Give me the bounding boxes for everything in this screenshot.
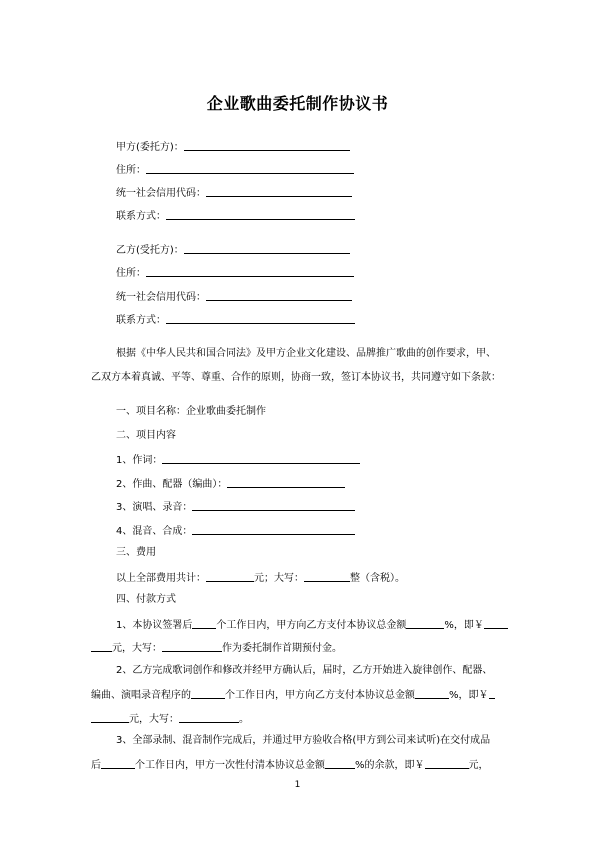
page-number: 1 (294, 780, 301, 790)
pay1-text-b: 个工作日内，甲方向乙方支付本协议总金额 (216, 620, 407, 631)
preamble-line-1: 根据《中华人民共和国合同法》及甲方企业文化建设、品牌推广歌曲的创作要求，甲、 (116, 348, 496, 359)
party-a-credit-code-field[interactable] (206, 186, 352, 197)
fee-total-label: 以上全部费用共计： (116, 573, 206, 584)
party-a-name-field[interactable] (184, 140, 350, 151)
fee-capital-label: 元；大写： (254, 573, 304, 584)
item-sing-label: 3、演唱、录音： (116, 502, 193, 513)
item-compose-label: 2、作曲、配器（编曲）： (116, 479, 228, 490)
party-b-credit-code-row (116, 290, 352, 304)
party-a-address-field[interactable] (146, 163, 354, 174)
fee-suffix: 整（含税）。 (350, 573, 405, 584)
pay2-percent-field[interactable] (415, 688, 449, 699)
party-a-contact-row (116, 209, 355, 223)
pay3-days-field[interactable] (101, 758, 135, 769)
pay2-text-b: 编曲、演唱录音程序的 (91, 690, 191, 701)
pay1-line-2 (91, 641, 342, 655)
pay1-text-a: 1、本协议签署后 (116, 620, 193, 631)
item-compose-row (116, 477, 345, 491)
pay2-text-f: 。 (239, 714, 249, 725)
pay3-text-c: 个工作日内，甲方一次性付清本协议总金额 (135, 760, 325, 771)
party-a-address-row (116, 163, 354, 177)
pay2-line-2 (91, 688, 495, 702)
document-title: 企业歌曲委托制作协议书 (206, 94, 389, 113)
pay1-amount-field-end[interactable] (91, 641, 112, 652)
party-b-credit-code-field[interactable] (206, 290, 352, 301)
pay3-text-b: 后 (91, 760, 101, 771)
pay1-days-field[interactable] (192, 618, 216, 629)
party-a-address-label: 住所： (116, 165, 146, 176)
fee-amount-field[interactable] (206, 571, 254, 582)
item-sing-field[interactable] (192, 500, 355, 511)
pay3-line-2 (91, 758, 489, 772)
pay2-amount-field-start[interactable] (489, 688, 495, 699)
party-b-name-field[interactable] (184, 243, 350, 254)
pay1-text-d: 元，大写： (112, 643, 162, 654)
pay2-days-field[interactable] (191, 688, 225, 699)
party-a-name-row (116, 140, 350, 154)
pay1-line-1 (116, 618, 508, 632)
pay2-capital-field[interactable] (179, 712, 239, 723)
party-a-contact-label: 联系方式： (116, 211, 166, 222)
pay1-text-c: %，即￥ (444, 620, 484, 631)
pay2-text-e: 元，大写： (129, 714, 179, 725)
item-mix-field[interactable] (192, 524, 355, 535)
pay2-amount-field-end[interactable] (91, 712, 129, 723)
fee-capital-field[interactable] (304, 571, 350, 582)
item-lyrics-row (116, 453, 360, 467)
item-lyrics-field[interactable] (162, 453, 360, 464)
pay3-text-e: 元， (468, 760, 489, 771)
pay2-line-3 (91, 712, 249, 726)
party-a-name-label: 甲方(委托方)： (116, 142, 184, 153)
pay3-percent-field[interactable] (325, 758, 355, 769)
preamble-line-2: 乙双方本着真诚、平等、尊重、合作的原则，协商一致，签订本协议书，共同遵守如下条款： (91, 372, 501, 383)
party-b-address-field[interactable] (146, 266, 354, 277)
fee-row (116, 571, 405, 585)
item-sing-row (116, 500, 355, 514)
section-fees: 三、费用 (116, 547, 156, 558)
pay2-text-c: 个工作日内，甲方向乙方支付本协议总金额 (225, 690, 415, 701)
party-b-address-label: 住所： (116, 268, 146, 279)
item-mix-row (116, 524, 355, 538)
party-b-contact-field[interactable] (166, 313, 355, 324)
item-mix-label: 4、混音、合成： (116, 526, 193, 537)
section-project-name: 一、项目名称：企业歌曲委托制作 (116, 406, 266, 417)
item-lyrics-label: 1、作词： (116, 455, 163, 466)
pay1-percent-field[interactable] (406, 618, 444, 629)
pay2-text-d: %，即￥ (449, 690, 489, 701)
section-project-content: 二、项目内容 (116, 430, 176, 441)
party-b-contact-label: 联系方式： (116, 315, 166, 326)
item-compose-field[interactable] (227, 477, 345, 488)
party-a-credit-code-label: 统一社会信用代码： (116, 188, 206, 199)
party-b-name-label: 乙方(受托方)： (116, 245, 184, 256)
pay1-text-e: 作为委托制作首期预付金。 (222, 643, 342, 654)
pay1-capital-field[interactable] (162, 641, 222, 652)
party-b-credit-code-label: 统一社会信用代码： (116, 292, 206, 303)
party-b-name-row (116, 243, 350, 257)
pay1-amount-field-start[interactable] (484, 618, 508, 629)
pay3-amount-field[interactable] (425, 758, 469, 769)
party-b-address-row (116, 266, 354, 280)
pay2-line-1: 2、乙方完成歌词创作和修改并经甲方确认后，届时，乙方开始进入旋律创作、配器、 (116, 665, 493, 676)
pay3-line-1: 3、全部录制、混音制作完成后，并通过甲方验收合格(甲方到公司来试听)在交付成品 (116, 735, 491, 746)
section-payment: 四、付款方式 (116, 594, 176, 605)
party-a-contact-field[interactable] (166, 209, 355, 220)
party-b-contact-row (116, 313, 355, 327)
party-a-credit-code-row (116, 186, 352, 200)
pay3-text-d: %的余款，即￥ (355, 760, 425, 771)
